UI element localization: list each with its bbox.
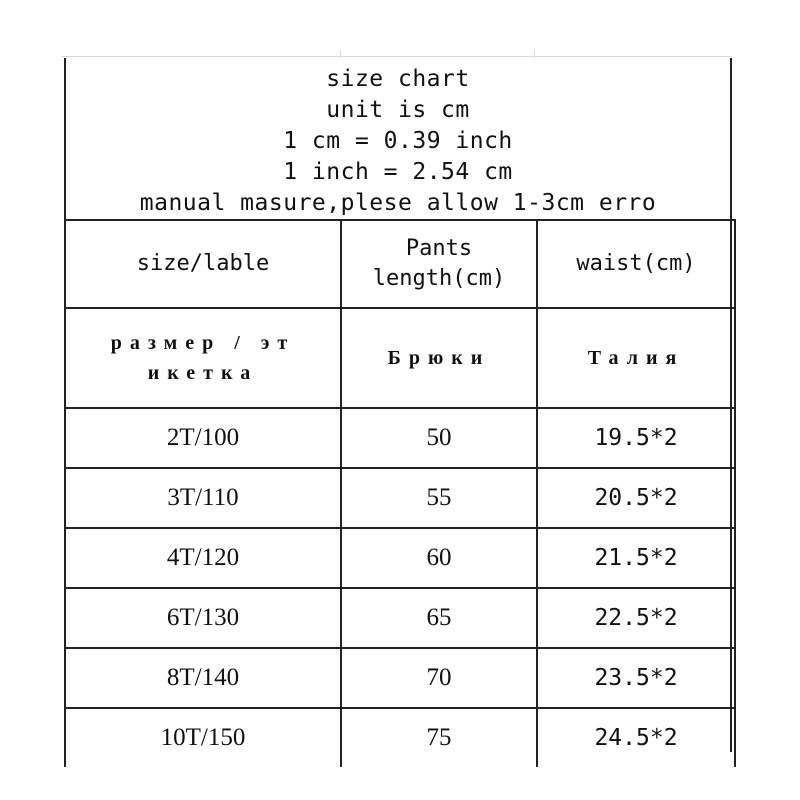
size-cell: 4T/120	[65, 528, 341, 588]
table-header-row-russian	[65, 308, 735, 408]
pants-length-cell: 50	[341, 408, 537, 468]
pants-length-cell: 65	[341, 588, 537, 648]
column-header-size-ru	[65, 308, 341, 408]
inch-to-cm-note: 1 inch = 2.54 cm	[283, 159, 513, 185]
pants-header-line1: Pants	[405, 236, 473, 261]
cm-to-inch-note: 1 cm = 0.39 inch	[283, 128, 513, 154]
waist-cell: 22.5*2	[537, 588, 735, 648]
size-cell: 2T/100	[65, 408, 341, 468]
spreadsheet-gridline-tick	[340, 50, 341, 58]
pants-length-cell: 70	[341, 648, 537, 708]
chart-title: size chart	[326, 66, 470, 92]
column-header-pants	[341, 220, 537, 308]
table-row	[65, 408, 735, 468]
waist-cell: 23.5*2	[537, 648, 735, 708]
column-header-size: size/lable	[65, 220, 341, 308]
waist-cell: 19.5*2	[537, 408, 735, 468]
pants-length-cell: 75	[341, 708, 537, 767]
size-cell: 8T/140	[65, 648, 341, 708]
size-ru-line1: размер / эт	[110, 332, 296, 354]
table-row	[65, 708, 735, 767]
waist-cell: 21.5*2	[537, 528, 735, 588]
column-header-waist-ru: Талия	[537, 308, 735, 408]
table-row	[65, 528, 735, 588]
size-table	[64, 219, 736, 767]
column-header-pants-ru: Брюки	[341, 308, 537, 408]
size-cell: 10T/150	[65, 708, 341, 767]
table-row	[65, 648, 735, 708]
table-header-row	[65, 220, 735, 308]
spreadsheet-gridline-tick	[534, 50, 535, 58]
measure-tolerance-note: manual masure,plese allow 1-3cm erro	[139, 190, 657, 216]
spreadsheet-gridline	[62, 56, 732, 57]
size-ru-line2: икетка	[147, 362, 259, 384]
pants-length-cell: 60	[341, 528, 537, 588]
pants-header-line2: length(cm)	[372, 266, 506, 291]
pants-length-cell: 55	[341, 468, 537, 528]
waist-cell: 24.5*2	[537, 708, 735, 767]
unit-note: unit is cm	[326, 97, 470, 123]
table-row	[65, 468, 735, 528]
size-cell: 6T/130	[65, 588, 341, 648]
column-header-waist: waist(cm)	[537, 220, 735, 308]
size-cell: 3T/110	[65, 468, 341, 528]
waist-cell: 20.5*2	[537, 468, 735, 528]
size-chart	[64, 58, 732, 752]
table-row	[65, 588, 735, 648]
chart-header	[66, 58, 730, 219]
